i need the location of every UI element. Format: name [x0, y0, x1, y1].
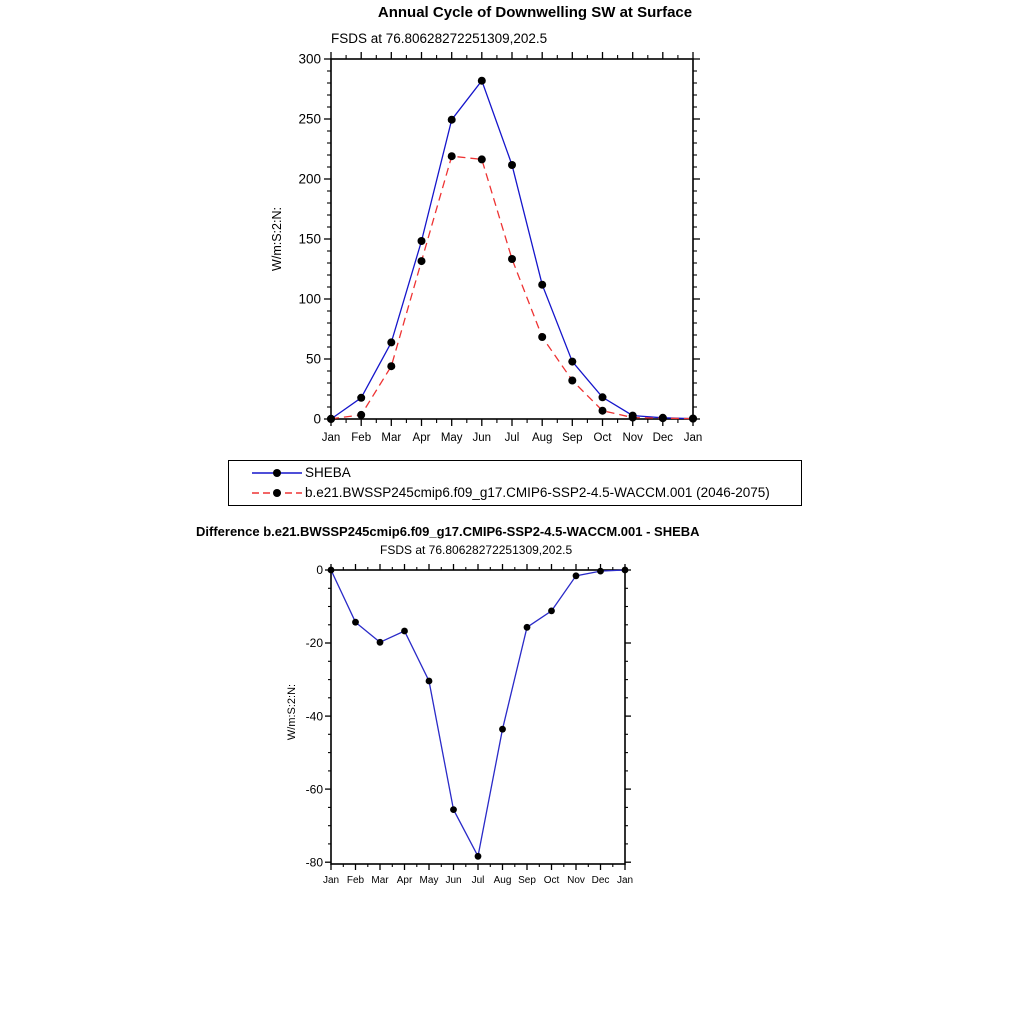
- data-point-marker: [328, 567, 335, 574]
- top-chart-subtitle: FSDS at 76.80628272251309,202.5: [331, 31, 548, 46]
- data-point-marker: [508, 161, 516, 169]
- data-point-marker: [548, 608, 555, 615]
- data-point-marker: [478, 77, 486, 85]
- x-tick-label: Apr: [396, 875, 413, 886]
- x-tick-label: Jul: [504, 432, 520, 444]
- bottom-chart-title: Difference b.e21.BWSSP245cmip6.f09_g17.CMIP6-SSP2-4.5-WACCM.001 - SHEBA: [196, 524, 700, 539]
- x-tick-label: Sep: [562, 432, 583, 444]
- data-point-marker: [573, 572, 580, 579]
- x-tick-label: Apr: [412, 432, 431, 444]
- bottom-chart-plot: [306, 563, 633, 886]
- legend-row-sheba: [251, 466, 801, 480]
- data-point-marker: [538, 333, 546, 341]
- y-tick-label: 150: [298, 231, 321, 247]
- data-point-marker: [478, 155, 486, 163]
- y-tick-label: -20: [305, 636, 323, 651]
- plot-border: [331, 59, 693, 419]
- y-tick-label: 200: [298, 171, 321, 187]
- data-point-marker: [450, 806, 457, 813]
- data-point-marker: [659, 414, 667, 422]
- data-point-marker: [597, 568, 604, 575]
- legend-row-model: [251, 486, 801, 500]
- x-tick-label: Aug: [531, 432, 553, 444]
- x-tick-label: Mar: [371, 875, 389, 886]
- data-point-marker: [418, 237, 426, 245]
- legend-box: [228, 460, 802, 506]
- data-point-marker: [448, 152, 456, 160]
- y-tick-label: 50: [305, 351, 321, 367]
- data-point-marker: [327, 415, 335, 423]
- data-point-marker: [524, 624, 531, 631]
- data-point-marker: [418, 257, 426, 265]
- series-line: [331, 156, 693, 419]
- data-point-marker: [448, 116, 456, 124]
- data-point-marker: [599, 393, 607, 401]
- y-tick-label: 0: [316, 563, 323, 578]
- x-tick-label: May: [419, 875, 439, 886]
- x-tick-label: Jan: [321, 432, 341, 444]
- y-tick-label: -60: [305, 782, 323, 797]
- x-tick-label: Jul: [471, 875, 485, 886]
- data-point-marker: [508, 255, 516, 263]
- data-point-marker: [629, 414, 637, 422]
- data-point-marker: [352, 619, 359, 626]
- top-chart-plot: [298, 52, 702, 444]
- x-tick-label: Jun: [472, 432, 492, 444]
- x-tick-label: Oct: [543, 875, 560, 886]
- data-point-marker: [499, 726, 506, 733]
- x-tick-label: Jun: [445, 875, 462, 886]
- series-line: [331, 570, 625, 856]
- data-point-marker: [538, 281, 546, 289]
- data-point-marker: [475, 853, 482, 860]
- x-tick-label: Dec: [652, 432, 674, 444]
- data-point-marker: [387, 338, 395, 346]
- legend-label-model: b.e21.BWSSP245cmip6.f09_g17.CMIP6-SSP2-4.5-WACCM.001 (2046-2075): [305, 484, 770, 500]
- y-tick-label: -40: [305, 709, 323, 724]
- x-tick-label: Jan: [616, 875, 634, 886]
- plot-border: [331, 570, 625, 864]
- legend-sample-model-line-icon: [251, 487, 303, 499]
- x-tick-label: Nov: [567, 875, 585, 886]
- x-tick-label: Dec: [591, 875, 610, 886]
- top-chart-title: Annual Cycle of Downwelling SW at Surface: [377, 4, 693, 21]
- legend-sample-sheba-line-icon: [251, 467, 303, 479]
- data-point-marker: [568, 377, 576, 385]
- y-tick-label: -80: [305, 855, 323, 870]
- bottom-chart-subtitle: FSDS at 76.80628272251309,202.5: [380, 543, 573, 557]
- x-tick-label: Feb: [351, 432, 372, 444]
- data-point-marker: [401, 628, 408, 635]
- x-tick-label: Jan: [683, 432, 703, 444]
- x-tick-label: Feb: [346, 875, 365, 886]
- legend-label-sheba: SHEBA: [305, 465, 351, 481]
- x-tick-label: Jan: [322, 875, 340, 886]
- data-point-marker: [426, 678, 433, 685]
- x-tick-label: Sep: [518, 875, 536, 886]
- data-point-marker: [568, 358, 576, 366]
- y-tick-label: 0: [313, 411, 321, 427]
- data-point-marker: [357, 411, 365, 419]
- y-tick-label: 250: [298, 111, 321, 127]
- bottom-chart-y-axis-label: W/m:S:2:N:: [286, 683, 298, 741]
- x-tick-label: Oct: [593, 432, 612, 444]
- data-point-marker: [357, 394, 365, 402]
- x-tick-label: Mar: [381, 432, 402, 444]
- data-point-marker: [689, 415, 697, 423]
- legend-marker-icon: [273, 469, 281, 477]
- data-point-marker: [622, 567, 629, 574]
- x-tick-label: Nov: [622, 432, 643, 444]
- top-chart-y-axis-label: W/m:S:2:N:: [270, 207, 284, 271]
- data-point-marker: [377, 639, 384, 646]
- series-line: [331, 81, 693, 419]
- legend-marker-icon: [273, 489, 281, 497]
- y-tick-label: 100: [298, 291, 321, 307]
- data-point-marker: [599, 407, 607, 415]
- x-tick-label: May: [440, 432, 463, 444]
- x-tick-label: Aug: [493, 875, 512, 886]
- data-point-marker: [387, 362, 395, 370]
- y-tick-label: 300: [298, 51, 321, 67]
